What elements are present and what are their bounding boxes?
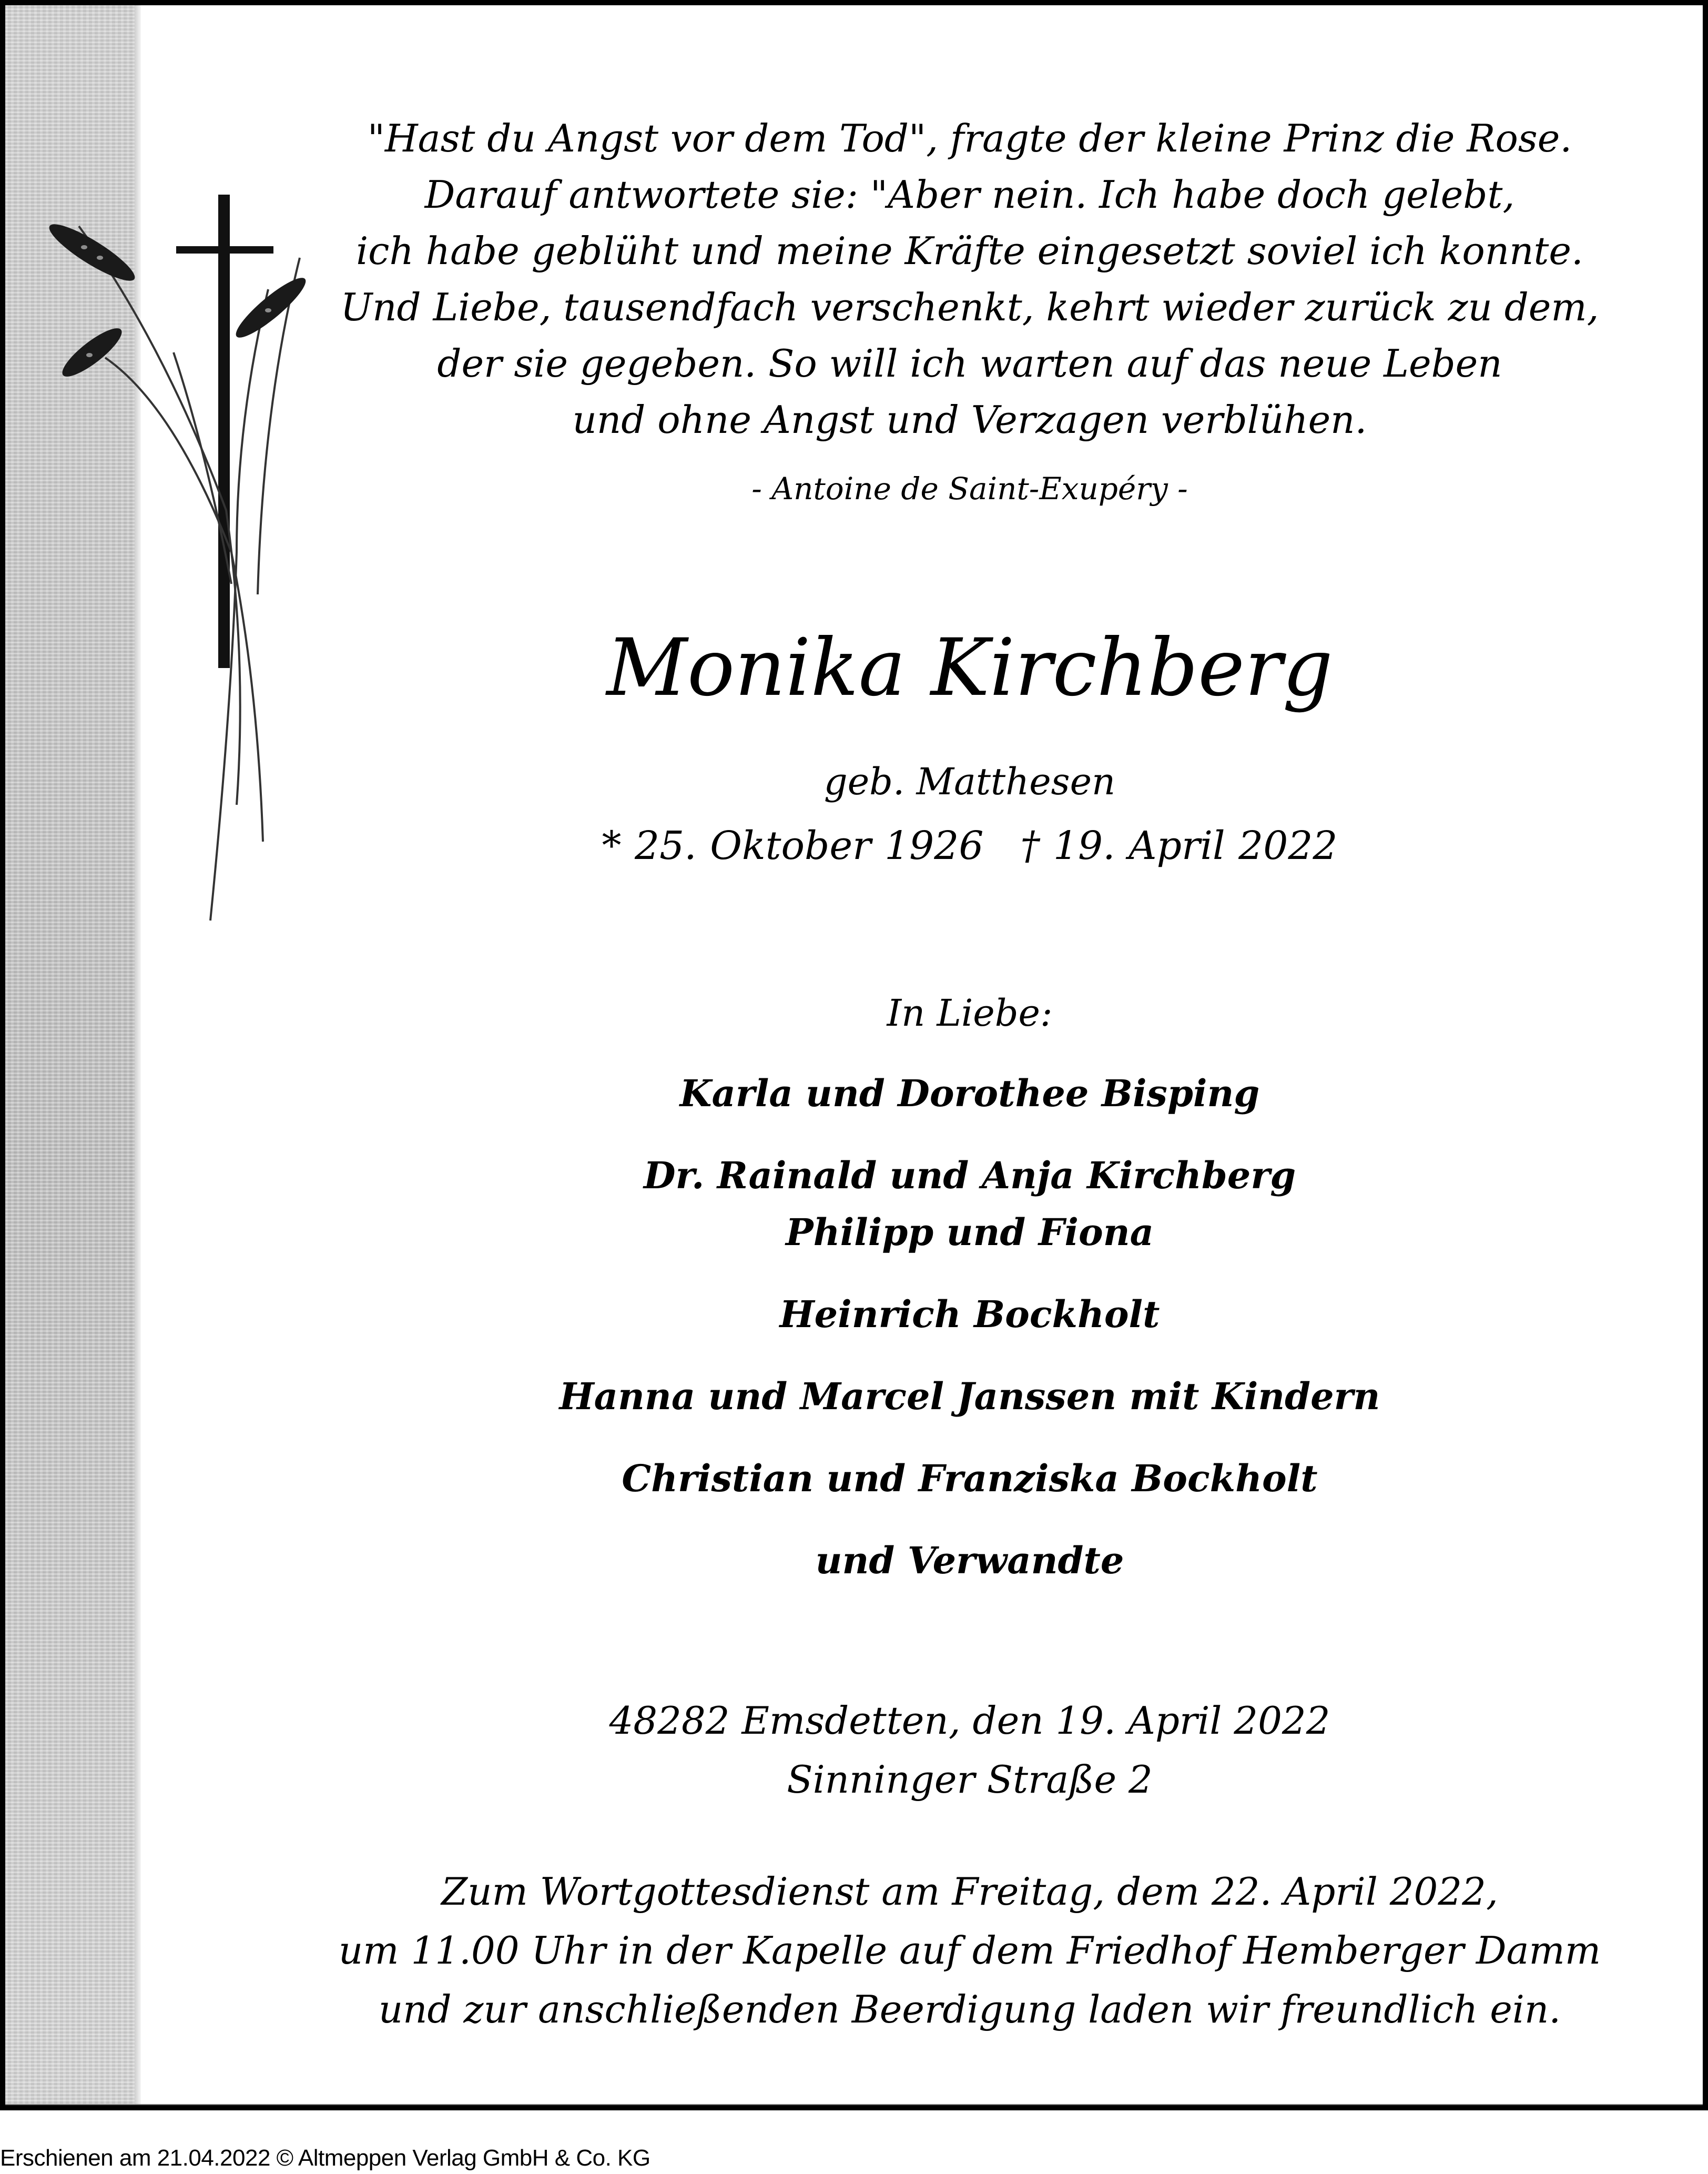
mourner-group: [300, 1065, 1640, 1122]
cross-with-wheat-icon: [37, 184, 310, 942]
address-block: [300, 1691, 1640, 1809]
mourner-group: [300, 1450, 1640, 1507]
mourner-group: [300, 1286, 1640, 1343]
service-line: um 11.00 Uhr in der Kapelle auf dem Friedhof Hemberger Damm: [338, 1928, 1601, 1973]
service-line: und zur anschließenden Beerdigung laden wir freundlich ein.: [378, 1987, 1561, 2031]
mourner-name: Heinrich Bockholt: [779, 1292, 1160, 1336]
mourners-list: [300, 1065, 1640, 1614]
birth-date: * 25. Oktober 1926: [602, 823, 984, 868]
cross-vertical-beam: [218, 195, 230, 668]
death-date: † 19. April 2022: [1020, 823, 1338, 868]
wheat-ears: [44, 216, 310, 383]
quote-block: [300, 110, 1640, 448]
mourner-name: Dr. Rainald und Anja Kirchberg: [643, 1154, 1296, 1197]
mourner-name: Philipp und Fiona: [786, 1210, 1154, 1254]
quote-line: und ohne Angst und Verzagen verblühen.: [572, 398, 1367, 442]
mourner-name: und Verwandte: [815, 1539, 1124, 1582]
place-date: 48282 Emsdetten, den 19. April 2022: [609, 1698, 1330, 1743]
publication-footer: Erschienen am 21.04.2022 © Altmeppen Verlag GmbH & Co. KG: [0, 2145, 650, 2171]
life-dates: [300, 823, 1640, 868]
quote-author: - Antoine de Saint-Exupéry -: [751, 471, 1188, 507]
mourner-name: Hanna und Marcel Janssen mit Kindern: [559, 1374, 1380, 1418]
mourner-group: [300, 1147, 1640, 1261]
service-line: Zum Wortgottesdienst am Freitag, dem 22. April 2022,: [441, 1869, 1498, 1914]
quote-line: der sie gegeben. So will ich warten auf das neue Leben: [437, 341, 1502, 386]
deceased-name: Monika Kirchberg: [606, 622, 1333, 714]
mourners-intro: In Liebe:: [887, 992, 1053, 1035]
maiden-name: geb. Matthesen: [824, 760, 1116, 803]
mourner-group: [300, 1368, 1640, 1425]
service-info: [300, 1862, 1640, 2039]
mourner-name: Karla und Dorothee Bisping: [679, 1071, 1260, 1115]
quote-line: Darauf antwortete sie: "Aber nein. Ich habe doch gelebt,: [424, 173, 1515, 217]
street-address: Sinninger Straße 2: [787, 1757, 1153, 1802]
quote-line: Und Liebe, tausendfach verschenkt, kehrt wieder zurück zu dem,: [340, 285, 1599, 329]
cross-horizontal-beam: [176, 246, 273, 254]
quote-line: ich habe geblüht und meine Kräfte eingesetzt soviel ich konnte.: [356, 229, 1583, 273]
mourner-group: [300, 1532, 1640, 1589]
mourner-name: Christian und Franziska Bockholt: [622, 1457, 1318, 1500]
quote-line: "Hast du Angst vor dem Tod", fragte der kleine Prinz die Rose.: [367, 116, 1572, 160]
